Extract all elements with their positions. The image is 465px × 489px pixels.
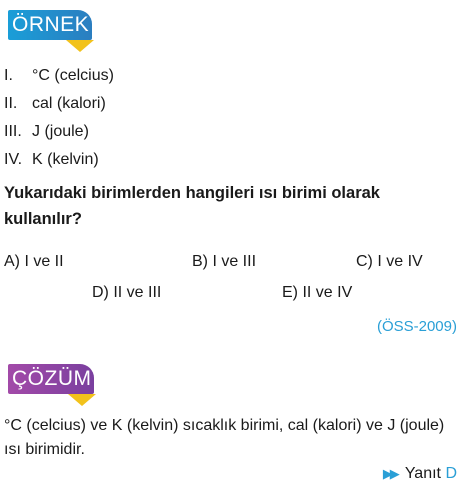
example-badge [8,10,96,40]
solution-badge-label: ÇÖZÜM [12,367,92,390]
option-c[interactable]: C) I ve IV [356,253,423,270]
item-text: K (kelvin) [32,151,99,168]
example-badge-label: ÖRNEK [12,13,90,36]
solution-text: °C (celcius) ve K (kelvin) sıcaklık birimi, cal (kalori) ve J (joule) ısı birimidir. [4,417,445,458]
list-item [4,94,106,114]
item-text: cal (kalori) [32,95,106,112]
source-label: (ÖSS-2009) [376,318,457,335]
list-item [4,150,99,170]
item-text: J (joule) [32,123,89,140]
option-a[interactable]: A) I ve II [4,253,64,270]
item-number: III. [4,123,22,140]
answer-label: Yanıt [404,465,441,482]
answer-line [383,465,457,483]
option-b[interactable]: B) I ve III [192,253,257,270]
solution-badge [8,364,100,394]
answer-letter: D [445,465,457,482]
option-d[interactable]: D) II ve III [92,284,162,301]
list-item [4,122,89,142]
item-number: II. [4,95,18,112]
item-text: °C (celcius) [32,67,114,84]
double-arrow-right-icon: ▶▶ [382,466,397,481]
option-e[interactable]: E) II ve IV [282,284,353,301]
question-text: Yukarıdaki birimlerden hangileri ısı birimi olarak kullanılır? [4,184,380,228]
item-number: IV. [4,151,23,168]
item-number: I. [4,67,13,84]
list-item [4,66,114,86]
